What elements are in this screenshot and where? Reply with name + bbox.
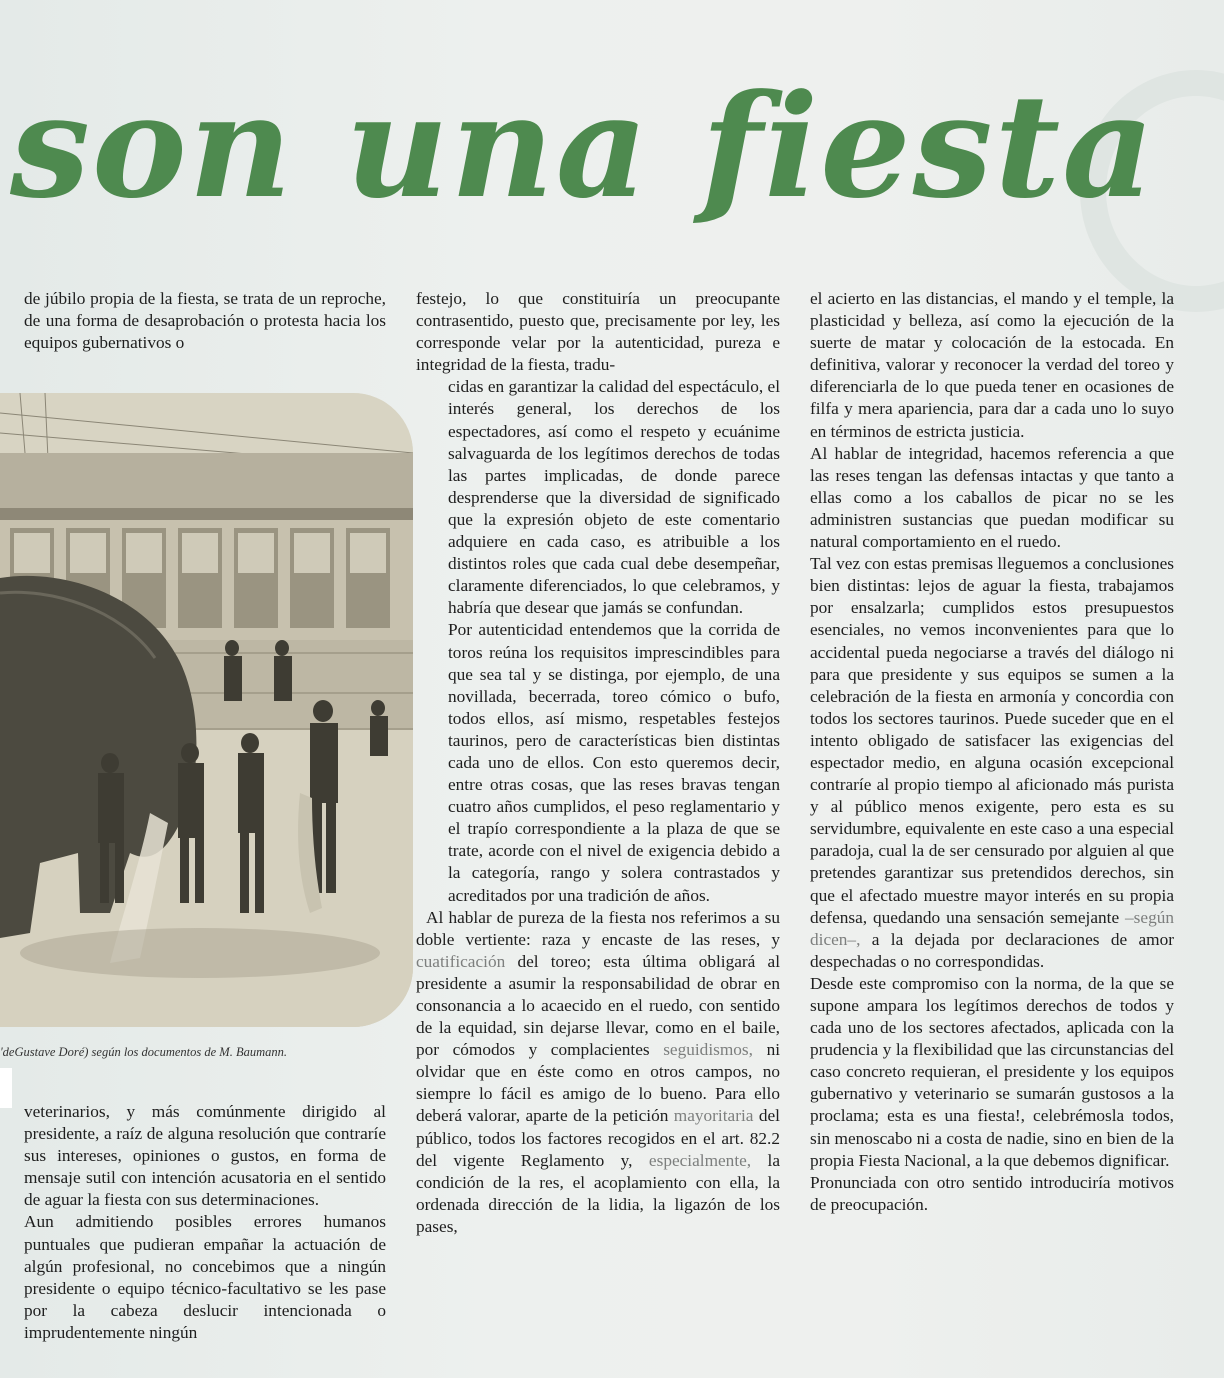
text-run: la condición de la res, el acoplamiento con ella, la ordenada dirección de la lidia, la ligazón de los pases,: [416, 1150, 781, 1236]
paragraph: [416, 907, 780, 1238]
white-margin-block: [0, 1068, 12, 1108]
paragraph: veterinarios, y más comúnmente dirigido al presidente, a raíz de alguna resolución que contraríe sus intereses, opiniones o gustos, en forma de mensaje sutil con intención acusatoria en el sentido de aguar la fiesta con sus determinaciones.: [24, 1102, 386, 1210]
text-run: ni olvidar que en éste como en otros campos, no siempre lo fácil es amigo de lo bueno. Para ello deberá valorar, aparte de la petición: [416, 1040, 781, 1126]
paragraph: el acierto en las distancias, el mando y el temple, la plasticidad y belleza, así como la ejecución de la suerte de matar y colocación de la estocada. En definitiva, valorar y reconocer la verdad del toreo y diferenciarla de lo que pueda tener en ocasiones de filfa y mera apariencia, para dar a cada uno lo suyo en términos de estricta justicia.: [810, 289, 1174, 441]
paragraph: Por autenticidad entendemos que la corrida de toros reúna los requisitos imprescindibles para que sea tal y se distinga, por ejemplo, de una novillada, becerrada, toreo cómico o bufo, todos ellos, así mismo, respetables festejos taurinos, pero de características bien distintas cada uno de ellos. Con esto queremos decir, entre otras cosas, que las reses bravas tengan cuatro años cumplidos, el peso reglamentario y el trapío correspondiente a la plaza de que se trate, acorde con el nivel de exigencia debido a la categoría, rango y solera contrastados y acreditados por una tradición de años.: [448, 620, 780, 905]
gray-word: seguidismos,: [663, 1040, 753, 1060]
paragraph: [810, 553, 1174, 973]
paragraph: Al hablar de integridad, hacemos referencia a que las reses tengan las defensas intactas y que tanto a ellas como a los caballos de picar no se les administren sustancias que puedan modificar su natural comportamiento en el ruedo.: [810, 443, 1174, 552]
column-1-bottom: [24, 1101, 386, 1344]
engraving-drawing: [0, 393, 413, 1027]
text-run: Al hablar de pureza de la fiesta nos referimos a su doble vertiente: raza y encaste de las reses, y: [416, 907, 780, 949]
paragraph: Aun admitiendo posibles errores humanos puntuales que pudieran empañar la actuación de algún profesional, no concebimos que a ningún presidente o equipo técnico-facultativo se les pase por la cabeza deslucir intencionada o imprudentemente ningún: [24, 1212, 386, 1342]
column-3: [810, 288, 1174, 1216]
illustration-caption: ʹdeGustave Doré) según los documentos de M. Baumann.: [0, 1045, 287, 1059]
paragraph: Pronunciada con otro sentido introduciría motivos de preocupación.: [810, 1172, 1174, 1214]
bullfight-engraving: [0, 393, 413, 1027]
paragraph: Desde este compromiso con la norma, de la que se supone ampara los legítimos derechos de todos y cada uno de los sectores afectados, aplicada con la prudencia y la flexibilidad que las circunstancias del caso concreto requieran, el presidente y los equipos gubernativo y veterinario se sumarán gustosos a la proclama; esta es una fiesta!, celebrémosla todos, sin menoscabo ni a costa de nadie, sino en bien de la propia Fiesta Nacional, a la que debemos dignificar.: [810, 973, 1174, 1170]
gray-word: mayoritaria: [673, 1106, 754, 1126]
gray-word: cuatificación: [416, 951, 506, 971]
column-2: [416, 288, 780, 1238]
paragraph: de júbilo propia de la fiesta, se trata de un reproche, de una forma de desaprobación o protesta hacia los equipos gubernativos o: [24, 289, 386, 353]
paragraph: festejo, lo que constituiría un preocupante contrasentido, puesto que, precisamente por ley, les corresponde velar por la autenticidad, pureza e integridad de la fiesta, tradu-: [416, 289, 780, 375]
text-run: Tal vez con estas premisas lleguemos a conclusiones bien distintas: lejos de aguar la fiesta, trabajamos por ensalzarla; cumplidos estos presupuestos esenciales, no vemos inconvenientes para que lo accidental pueda negociarse a través del diálogo ni para que presidente y sus equipos se sumen a la celebración de la fiesta en armonía y concordia con todos los sectores taurinos. Puede suceder que en el intento obligado de satisfacer las exigencias del espectador medio, en alguna ocasión excepcional contraríe al propio tiempo al aficionado más purista y al público menos exigente, pero esta es su servidumbre, equivalente en este caso a una especial paradoja, cual la de ser censurado por alguien al que pretendes garantizar sus pretendidos derechos, sin que el afectado muestre mayor interés en su propia defensa, quedando una sensación semejante: [810, 554, 1174, 927]
text-run: del público, todos los factores recogidos en el art. 82.2 del vigente Reglamento y,: [416, 1106, 780, 1170]
text-run: a la dejada por declaraciones de amor despechadas o no correspondidas.: [810, 929, 1174, 971]
column-1-top: [24, 288, 386, 354]
paragraph: cidas en garantizar la calidad del espectáculo, el interés general, los derechos de los espectadores, así como el respeto y ecuánime salvaguarda de los legítimos derechos de todas las partes implicadas, de donde parece desprenderse que la diversidad de significado que la expresión objeto de este comentario adquiere en cada caso, es atribuible a los distintos roles que cada cual debe desempeñar, claramente diferenciados, lo que celebramos, y habría que desear que jamás se confundan.: [448, 377, 781, 618]
gray-word: especialmente,: [648, 1150, 752, 1170]
gray-phrase: –según dicen–,: [810, 907, 1174, 949]
text-run: del toreo; esta última obligará al presidente a asumir la responsabilidad de obrar en consonancia a lo acaecido en el ruedo, con sentido de la equidad, sin dejarse llevar, como en el baile, por cómodos y complacientes: [416, 951, 780, 1060]
article-headline: son una fiesta: [10, 64, 1157, 230]
